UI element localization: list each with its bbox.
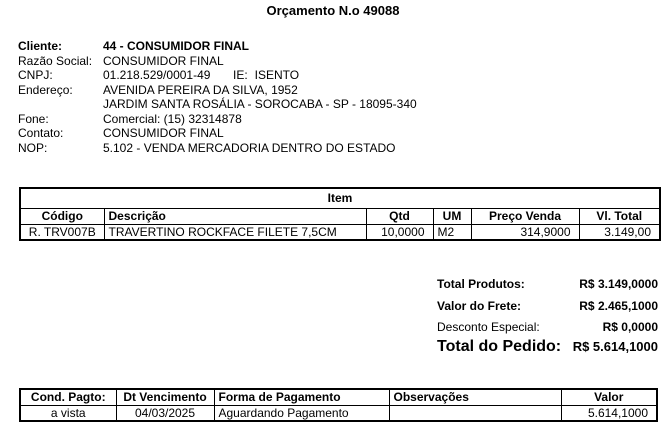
client-row-contato xyxy=(18,126,648,141)
column-header-um: UM xyxy=(433,208,471,224)
payment-cell-cond-pagto: a vista xyxy=(20,405,116,421)
desconto-especial-value: R$ 0,0000 xyxy=(602,320,658,334)
payment-cell-observacoes xyxy=(389,405,561,421)
client-row-razao-social xyxy=(18,54,648,69)
valor-frete-row xyxy=(437,299,658,313)
item-table-row xyxy=(20,224,660,240)
column-header-observacoes: Observações xyxy=(389,389,561,405)
total-pedido-label: Total do Pedido: xyxy=(437,338,562,355)
payment-table xyxy=(19,388,658,422)
client-row-cliente xyxy=(18,39,648,54)
total-pedido-value: R$ 5.614,1000 xyxy=(572,339,658,354)
client-value: CONSUMIDOR FINAL xyxy=(103,126,224,140)
client-label: Cliente: xyxy=(18,39,63,53)
column-header-cond-pagto: Cond. Pagto: xyxy=(20,389,116,405)
client-label xyxy=(18,97,103,112)
valor-frete-label: Valor do Frete: xyxy=(437,299,522,313)
ie-label: IE: xyxy=(233,68,248,82)
total-produtos-label: Total Produtos: xyxy=(437,277,525,291)
client-row-fone xyxy=(18,112,648,127)
item-cell-qtd: 10,0000 xyxy=(366,224,433,240)
column-header-preco-venda: Preço Venda xyxy=(471,208,579,224)
item-table-group-header: Item xyxy=(20,188,660,208)
total-produtos-value: R$ 3.149,0000 xyxy=(579,277,658,291)
cnpj-value: 01.218.529/0001-49 xyxy=(103,68,211,82)
total-produtos-row xyxy=(437,277,658,291)
column-header-qtd: Qtd xyxy=(366,208,433,224)
client-row-endereco-line2 xyxy=(18,97,648,112)
column-header-vl-total: Vl. Total xyxy=(579,208,660,224)
item-cell-vl-total: 3.149,00 xyxy=(579,224,660,240)
item-table-group-header-row xyxy=(20,188,660,208)
column-header-forma-pagamento: Forma de Pagamento xyxy=(214,389,389,405)
client-label: Fone: xyxy=(18,111,49,126)
document-title: Orçamento N.o 49088 xyxy=(266,3,400,18)
valor-frete-value: R$ 2.465,1000 xyxy=(579,299,658,313)
item-table-header-row xyxy=(20,208,660,224)
payment-table-header-row xyxy=(20,389,657,405)
total-pedido-row xyxy=(437,338,658,356)
client-value: 44 - CONSUMIDOR FINAL xyxy=(103,39,250,53)
client-value: JARDIM SANTA ROSÁLIA - SOROCABA - SP - 18095-340 xyxy=(103,97,417,111)
client-label: NOP: xyxy=(18,140,48,155)
item-cell-preco-venda: 314,9000 xyxy=(471,224,579,240)
column-header-valor: Valor xyxy=(561,389,657,405)
item-cell-um: M2 xyxy=(433,224,471,240)
client-value: AVENIDA PEREIRA DA SILVA, 1952 xyxy=(103,82,298,97)
payment-table-row xyxy=(20,405,657,421)
desconto-especial-label: Desconto Especial: xyxy=(437,320,540,334)
client-row-nop xyxy=(18,141,648,156)
client-value: 5.102 - VENDA MERCADORIA DENTRO DO ESTADO xyxy=(103,140,396,155)
client-label: Razão Social: xyxy=(18,53,93,68)
column-header-codigo: Código xyxy=(20,208,104,224)
desconto-especial-row xyxy=(437,320,658,334)
item-cell-descricao: TRAVERTINO ROCKFACE FILETE 7,5CM xyxy=(104,224,366,240)
payment-cell-dt-vencimento: 04/03/2025 xyxy=(116,405,214,421)
client-label: Endereço: xyxy=(18,82,73,97)
ie-value: ISENTO xyxy=(254,68,300,82)
column-header-dt-vencimento: Dt Vencimento xyxy=(116,389,214,405)
payment-cell-valor: 5.614,1000 xyxy=(561,405,657,421)
client-row-cnpj xyxy=(18,68,648,83)
client-value: CONSUMIDOR FINAL xyxy=(103,53,224,68)
payment-cell-forma-pagamento: Aguardando Pagamento xyxy=(214,405,389,421)
item-table xyxy=(19,187,661,241)
client-value: Comercial: (15) 32314878 xyxy=(103,111,242,126)
column-header-descricao: Descrição xyxy=(104,208,366,224)
client-info-section xyxy=(18,39,648,155)
item-cell-codigo: R. TRV007B xyxy=(20,224,104,240)
client-label: Contato: xyxy=(18,126,64,140)
client-row-endereco xyxy=(18,83,648,98)
client-label: CNPJ: xyxy=(18,68,53,82)
